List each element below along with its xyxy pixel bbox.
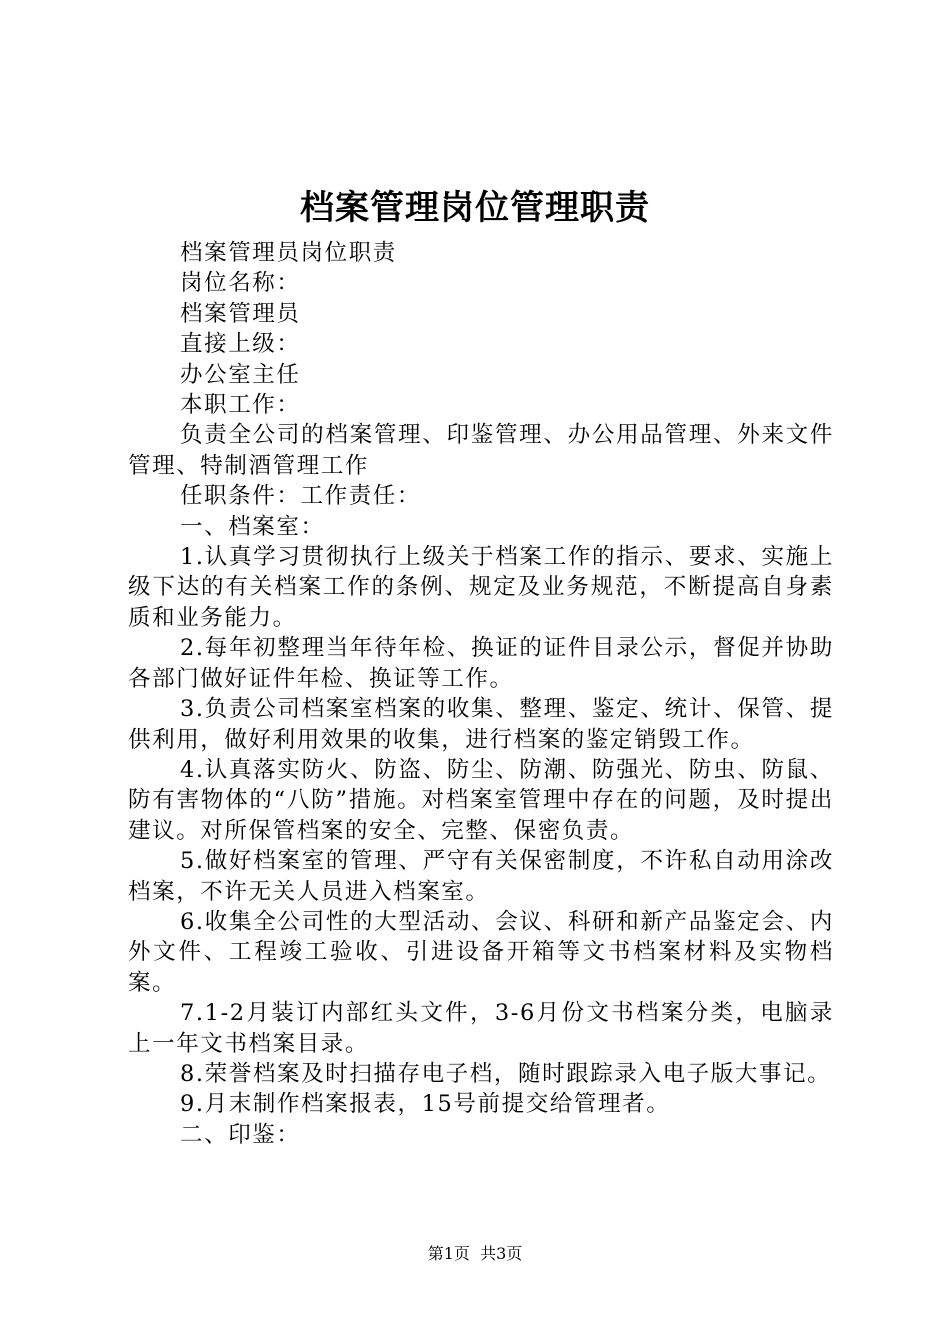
paragraph-supervisor-label: 直接上级： bbox=[180, 331, 301, 358]
paragraph-qualifications: 任职条件：工作责任： bbox=[180, 483, 422, 510]
paragraph-item-9: 9.月末制作档案报表，15号前提交给管理者。 bbox=[180, 1091, 671, 1118]
paragraph-duties-value: 负责全公司的档案管理、印鉴管理、办公用品管理、外来文件管理、特制酒管理工作 bbox=[128, 422, 834, 479]
page-footer bbox=[0, 1242, 950, 1266]
paragraph-item-4: 4.认真落实防火、防盗、防尘、防潮、防强光、防虫、防鼠、防有害物体的“八防”措施。对档案室管理中存在的问题，及时提出建议。对所保管档案的安全、完整、保密负责。 bbox=[128, 756, 834, 844]
paragraph-duties-label: 本职工作： bbox=[180, 392, 301, 419]
paragraph-item-2: 2.每年初整理当年待年检、换证的证件目录公示，督促并协助各部门做好证件年检、换证等工作。 bbox=[128, 635, 834, 692]
paragraph-position-value: 档案管理员 bbox=[180, 300, 301, 327]
section-heading-seals: 二、印鉴： bbox=[180, 1121, 301, 1148]
paragraph-item-5: 5.做好档案室的管理、严守有关保密制度，不许私自动用涂改档案，不许无关人员进入档案室。 bbox=[128, 848, 834, 905]
page-number-total: 共3页 bbox=[480, 1244, 523, 1263]
paragraph-item-1: 1.认真学习贯彻执行上级关于档案工作的指示、要求、实施上级下达的有关档案工作的条例、规定及业务规范，不断提高自身素质和业务能力。 bbox=[128, 544, 834, 631]
paragraph-item-8: 8.荣誉档案及时扫描存电子档，随时跟踪录入电子版大事记。 bbox=[180, 1060, 832, 1087]
paragraph-supervisor-value: 办公室主任 bbox=[180, 361, 301, 388]
paragraph-item-6: 6.收集全公司性的大型活动、会议、科研和新产品鉴定会、内外文件、工程竣工验收、引进设备开箱等文书档案材料及实物档案。 bbox=[128, 908, 834, 996]
paragraph-position-label: 岗位名称： bbox=[180, 270, 301, 297]
section-heading-archive-room: 一、档案室： bbox=[180, 513, 325, 540]
paragraph-item-3: 3.负责公司档案室档案的收集、整理、鉴定、统计、保管、提供利用，做好利用效果的收集，进行档案的鉴定销毁工作。 bbox=[128, 696, 834, 753]
footer-gap bbox=[470, 1244, 480, 1263]
page-number-current: 第1页 bbox=[427, 1244, 470, 1263]
document-title: 档案管理岗位管理职责 bbox=[300, 188, 650, 228]
paragraph-item-7: 7.1-2月装订内部红头文件，3-6月份文书档案分类，电脑录上一年文书档案目录。 bbox=[128, 1000, 834, 1057]
document-body bbox=[128, 238, 834, 1150]
paragraph-subtitle: 档案管理员岗位职责 bbox=[180, 240, 397, 266]
